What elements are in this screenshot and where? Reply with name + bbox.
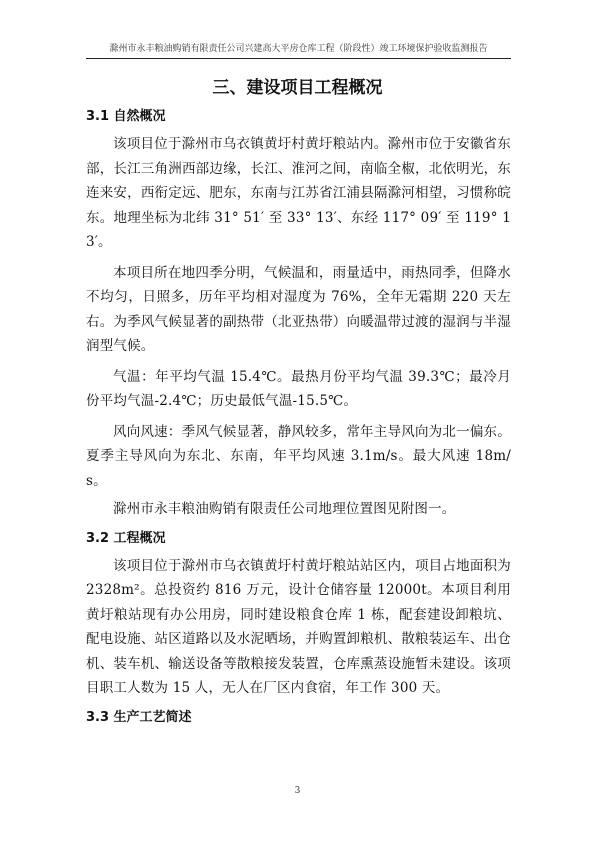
paragraph-location-map-note: 滁州市永丰粮油购销有限责任公司地理位置图见附图一。 [113,501,456,517]
page-number: 3 [294,786,301,796]
paragraph-climate: 本项目所在地四季分明，气候温和，雨量适中，雨热同季，但降水不均匀，日照多，历年平均相对湿度为 76%，全年无霜期 220 天左右。为季风气候显著的副热带（北亚热带）向暖温带过渡的湿润与半湿润型气候。 [86,264,511,354]
paragraph-location: 该项目位于滁州市乌衣镇黄圩村黄圩粮站内。滁州市位于安徽省东部，长江三角洲西部边缘，长江、淮河之间，南临全椒，北依明光，东连来安，西衔定远、肥东，东南与江苏省江浦县隔滁河相望，习惯称皖东。地理坐标为北纬 31° 51′ 至 33° 13′、东经 117° 09′ 至 119° 13′。 [86,136,511,250]
section-heading-natural-overview: 3.1 自然概况 [86,109,166,124]
section-heading-project-overview: 3.2 工程概况 [86,530,166,546]
paragraph-project-overview: 该项目位于滁州市乌衣镇黄圩村黄圩粮站站区内，项目占地面积为 2328m²。总投资约 816 万元，设计仓储容量 12000t。本项目利用黄圩粮站现有办公用房，同时建设粮食仓库 1 栋，配套建设卸粮坑、配电设施、站区道路以及水泥晒场，并购置卸粮机、散粮装运车、出仓机、装车机、输送设备等散粮接发装置，仓库熏蒸设施暂未建设。该项目职工人数为 15 人，无人在厂区内食宿，年工作 300 天。 [86,557,511,696]
page-content [86,106,511,733]
section-heading-process-description: 3.3 生产工艺简述 [86,709,192,725]
paragraph-temperature: 气温：年平均气温 15.4℃。最热月份平均气温 39.3℃；最冷月份平均气温-2.4℃；历史最低气温-15.5℃。 [86,368,511,409]
running-header: 滁州市永丰粮油购销有限责任公司兴建高大平房仓库工程（阶段性）竣工环境保护验收监测报告 [86,40,511,59]
paragraph-wind: 风向风速：季风气候显著，静风较多，常年主导风向为北一偏东。夏季主导风向为东北、东南，年平均风速 3.1m/s。最大风速 18m/s。 [86,423,511,489]
chapter-title: 三、建设项目工程概况 [212,78,383,98]
